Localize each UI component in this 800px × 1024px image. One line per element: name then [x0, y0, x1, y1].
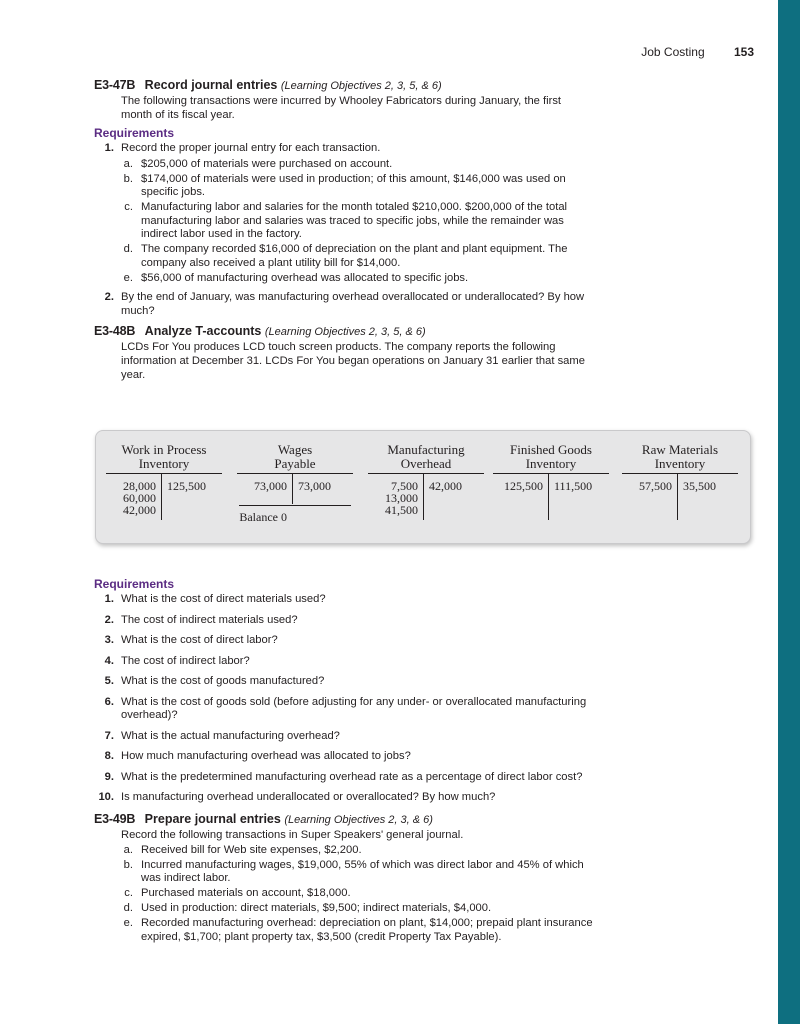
exercise-title: Prepare journal entries [144, 811, 281, 826]
requirement-item: 1. Record the proper journal entry for each transaction. a. $205,000 of materials were purchased on account. b. $174,000 of materials were used in production; of this amount, $146,000 was used on specific jobs. c. Manufacturing labor and salaries for the month totaled $210,000. $200,000 of the total manufacturing labor and salaries was traced to specific jobs, while the remainder was indirect labor used in the factory. d. The company recorded $16,000 of depreciation on the plant and plant equipment. The company also received a plant utility bill for $14,000. e. $56,000 of manufacturing overhead was allocated to specific jobs. [94, 142, 594, 285]
requirements-list-e3-48b [94, 593, 594, 805]
transaction-list-e3-49b [121, 844, 594, 945]
section-title: Job Costing [641, 45, 705, 59]
requirement-item: 2. By the end of January, was manufacturing overhead overallocated or underallocated? By how much? [104, 291, 585, 317]
credit-column: 125,500 [167, 479, 206, 493]
learning-objectives: (Learning Objectives 2, 3, 5, & 6) [280, 80, 442, 92]
t-account-wages-payable [237, 443, 353, 522]
debit-column: 7,500 13,000 41,500 [385, 479, 418, 517]
exercise-code: E3-49B [94, 811, 136, 826]
transaction-item: b. $174,000 of materials were used in production; of this amount, $146,000 was used on specific jobs. [123, 172, 566, 198]
requirement-item: 10. Is manufacturing overhead underallocated or overallocated? By how much? [98, 791, 496, 803]
learning-objectives: (Learning Objectives 2, 3, & 6) [284, 813, 433, 826]
t-account-name: Finished Goods Inventory [493, 443, 609, 474]
requirements-heading: Requirements [94, 577, 175, 591]
transaction-item: d. The company recorded $16,000 of depreciation on the plant and plant equipment. The company also received a plant utility bill for $14,000. [123, 243, 568, 269]
requirement-item: 5. What is the cost of goods manufactured? [104, 675, 325, 687]
exercise-title: Record journal entries [144, 78, 278, 92]
page-edge-bar [778, 0, 800, 1024]
page-content-lower [94, 575, 594, 946]
transaction-item: d. Used in production: direct materials, $9,500; indirect materials, $4,000. [123, 902, 492, 914]
exercise-heading-e3-48b [94, 324, 594, 338]
t-accounts-panel [95, 430, 751, 544]
requirement-item: 4. The cost of indirect labor? [104, 654, 250, 667]
transaction-item: b. Incurred manufacturing wages, $19,000, 55% of which was direct labor and 45% of which was indirect labor. [123, 858, 584, 884]
credit-column: 111,500 [554, 479, 593, 493]
debit-column: 125,500 [504, 479, 543, 493]
transaction-item: c. Purchased materials on account, $18,000. [124, 887, 351, 899]
requirement-item: 1. What is the cost of direct materials used? [104, 593, 326, 605]
debit-column: 57,500 [639, 479, 672, 493]
exercise-intro: The following transactions were incurred by Whooley Fabricators during January, the first month of its fiscal year. [121, 95, 562, 121]
t-account-name: Wages Payable [237, 443, 353, 474]
exercise-title: Analyze T-accounts [144, 324, 262, 338]
t-account-name: Manufacturing Overhead [368, 443, 484, 474]
t-account-manufacturing-overhead [368, 443, 484, 522]
exercise-intro: LCDs For You produces LCD touch screen products. The company reports the following information at December 31. LCDs For You began operations on January 31 earlier that same year. [121, 341, 585, 381]
credit-column: 35,500 [683, 479, 716, 493]
requirement-item: 8. How much manufacturing overhead was allocated to jobs? [104, 750, 411, 762]
t-account-raw-materials [622, 443, 738, 522]
transaction-item: a. $205,000 of materials were purchased on account. [123, 157, 393, 170]
transaction-list [121, 158, 594, 286]
requirement-item: 7. What is the actual manufacturing overhead? [104, 729, 340, 742]
balance-label: Balance 0 [239, 510, 287, 524]
transaction-item: c. Manufacturing labor and salaries for the month totaled $210,000. $200,000 of the total manufacturing labor and salaries was traced to specific jobs, while the remainder was indirect labor used in the factory. [124, 201, 568, 240]
requirement-item: 2. The cost of indirect materials used? [104, 613, 298, 626]
t-account-finished-goods [493, 443, 609, 522]
requirements-list-e3-47b [94, 142, 594, 318]
requirement-text: By the end of January, was manufacturing overhead overallocated or underallocated? By how much? [121, 291, 585, 317]
t-account-name: Raw Materials Inventory [622, 443, 738, 474]
requirement-item: 6. What is the cost of goods sold (before adjusting for any under- or overallocated manufacturing overhead)? [104, 695, 587, 721]
exercise-intro: Record the following transactions in Super Speakers' general journal. [121, 828, 464, 841]
transaction-item: e. Recorded manufacturing overhead: depreciation on plant, $14,000; prepaid plant insurance expired, $1,700; plant property tax, $3,500 (credit Property Tax Payable). [123, 917, 593, 943]
exercise-code: E3-47B [94, 78, 136, 92]
transaction-item: a. Received bill for Web site expenses, $2,200. [123, 843, 362, 856]
exercise-heading-e3-47b [94, 78, 594, 92]
requirement-text: Record the proper journal entry for each transaction. [121, 142, 381, 154]
credit-column: 73,000 [298, 479, 331, 493]
debit-column: 28,000 60,000 42,000 [123, 479, 156, 517]
t-account-work-in-process [106, 443, 222, 522]
requirement-item: 3. What is the cost of direct labor? [104, 634, 278, 646]
exercise-code: E3-48B [94, 324, 136, 338]
page-number: 153 [733, 45, 754, 59]
learning-objectives: (Learning Objectives 2, 3, 5, & 6) [264, 326, 426, 338]
t-account-name: Work in Process Inventory [106, 443, 222, 474]
running-head [0, 45, 754, 59]
transaction-item: e. $56,000 of manufacturing overhead was allocated to specific jobs. [123, 271, 469, 284]
requirements-heading: Requirements [94, 126, 175, 140]
debit-column: 73,000 [254, 479, 287, 493]
exercise-heading-e3-49b [94, 812, 594, 826]
requirement-item: 9. What is the predetermined manufacturing overhead rate as a percentage of direct labor cost? [104, 770, 583, 783]
page-content [94, 78, 594, 386]
credit-column: 42,000 [429, 479, 462, 493]
